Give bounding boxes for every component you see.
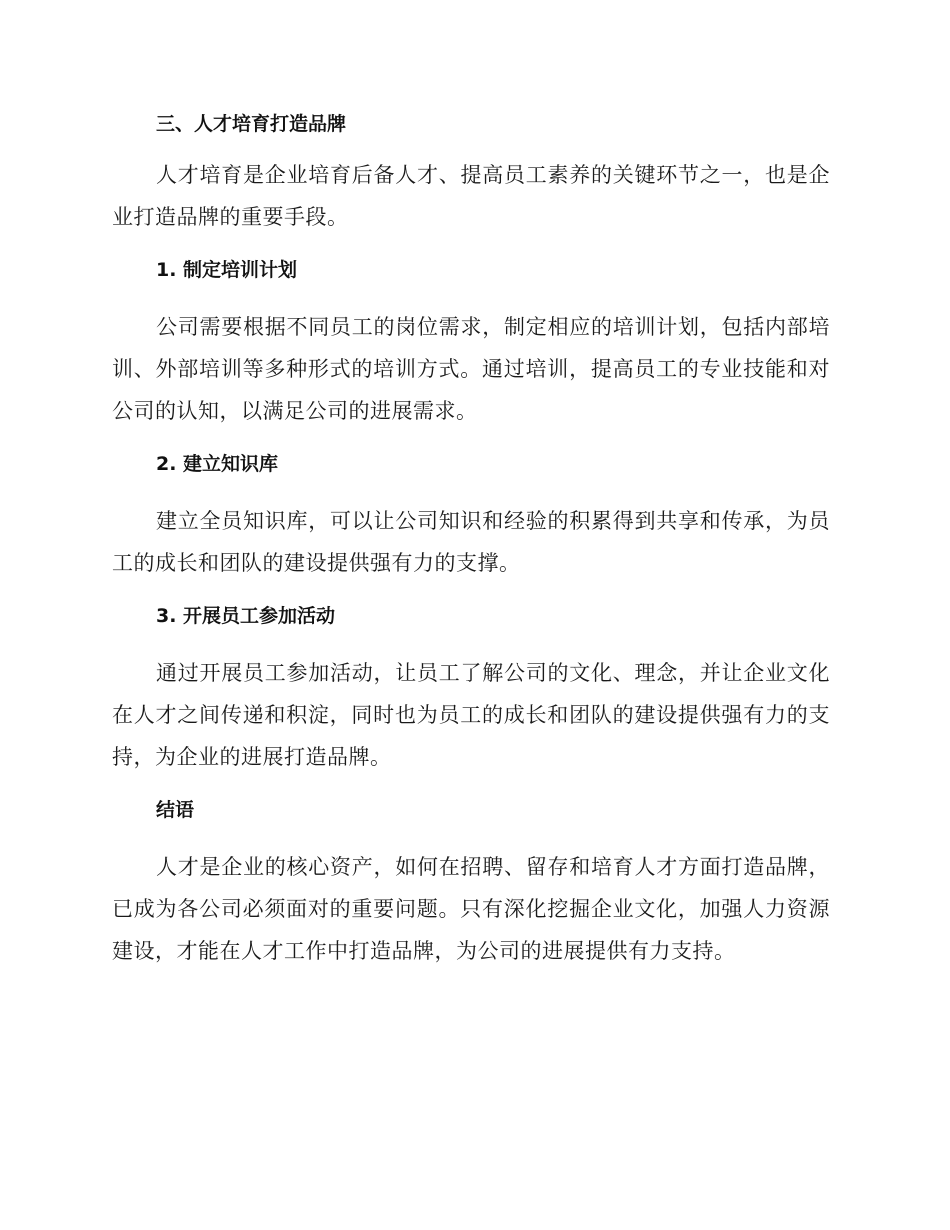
subsection-paragraph-training-plan: 公司需要根据不同员工的岗位需求，制定相应的培训计划，包括内部培训、外部培训等多种形式的培训方式。通过培训，提高员工的专业技能和对公司的认知，以满足公司的进展需求。 [112, 315, 830, 423]
section-title: 三、人才培育打造品牌 [156, 113, 347, 135]
subsection-paragraph-employee-activities: 通过开展员工参加活动，让员工了解公司的文化、理念，并让企业文化在人才之间传递和积淀，同时也为员工的成长和团队的建设提供强有力的支持，为企业的进展打造品牌。 [112, 661, 830, 769]
subsection-heading-employee-activities: 3. 开展员工参加活动 [156, 605, 336, 627]
conclusion-paragraph: 人才是企业的核心资产，如何在招聘、留存和培育人才方面打造品牌，已成为各公司必须面对的重要问题。只有深化挖掘企业文化，加强人力资源建设，才能在人才工作中打造品牌，为公司的进展提供有力支持。 [112, 855, 830, 963]
document-body [112, 110, 830, 972]
subsection-heading-training-plan: 1. 制定培训计划 [156, 259, 298, 281]
subsection-heading-knowledge-base: 2. 建立知识库 [156, 453, 279, 475]
intro-paragraph: 人才培育是企业培育后备人才、提高员工素养的关键环节之一，也是企业打造品牌的重要手段。 [112, 163, 830, 229]
subsection-paragraph-knowledge-base: 建立全员知识库，可以让公司知识和经验的积累得到共享和传承，为员工的成长和团队的建设提供强有力的支撑。 [112, 509, 830, 575]
conclusion-heading: 结语 [156, 799, 195, 821]
